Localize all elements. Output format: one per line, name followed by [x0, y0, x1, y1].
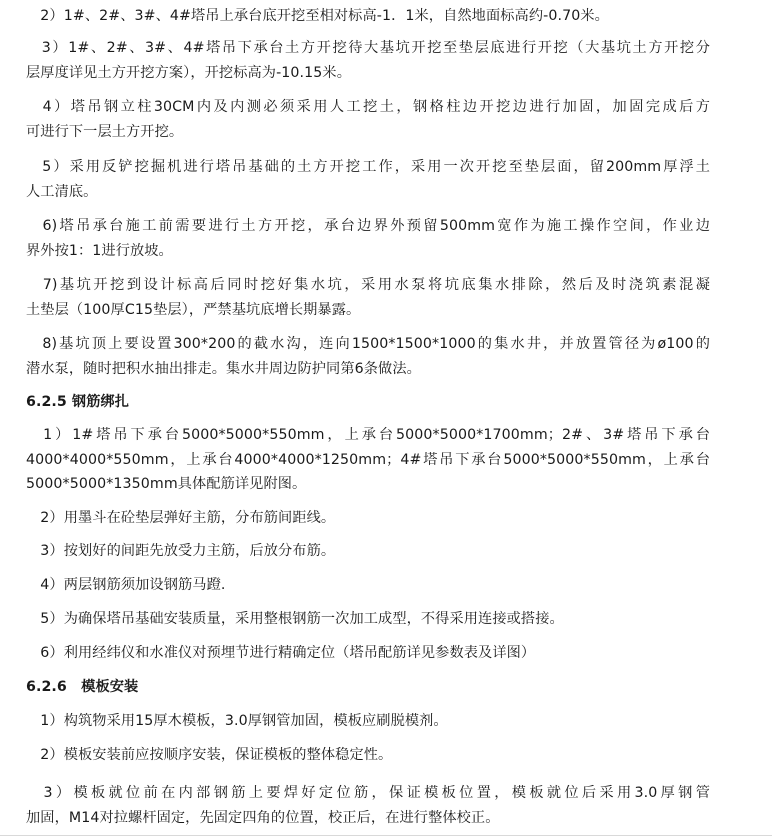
- text-line: 4）两层钢筋须加设钢筋马蹬.: [26, 577, 226, 593]
- text-line: 2）用墨斗在砼垫层弹好主筋，分布筋间距线。: [26, 510, 336, 526]
- text-line: 可进行下一层土方开挖。: [26, 124, 184, 140]
- section-heading: 6.2.5 钢筋绑扎: [26, 394, 130, 410]
- text-line: 人工清底。: [26, 184, 98, 200]
- text-line: 5）采用反铲挖掘机进行塔吊基础的土方开挖工作，采用一次开挖至垫层面，留200mm厚浮土: [26, 159, 710, 175]
- text-line: 界外按1：1进行放坡。: [26, 243, 173, 259]
- text-line: 3）模板就位前在内部钢筋上要焊好定位筋，保证模板位置，模板就位后采用3.0厚钢管: [26, 785, 710, 801]
- text-line: 层厚度详见土方开挖方案），开挖标高为-10.15米。: [26, 65, 351, 81]
- text-line: 8)基坑顶上要设置300*200的截水沟，连向1500*1500*1000的集水井，并放置管径为ø100的: [26, 336, 710, 352]
- section-heading: 6.2.6 模板安装: [26, 679, 139, 695]
- text-line: 5000*5000*1350mm具体配筋详见附图。: [26, 476, 307, 492]
- text-line: 4）塔吊钢立柱30CM内及内测必须采用人工挖土，钢格柱边开挖边进行加固，加固完成后方: [26, 99, 710, 115]
- text-line: 6）利用经纬仪和水准仪对预埋节进行精确定位（塔吊配筋详见参数表及详图）: [26, 645, 536, 661]
- text-line: 3）1#、2#、3#、4#塔吊下承台土方开挖待大基坑开挖至垫层底进行开挖（大基坑土方开挖分: [26, 40, 710, 56]
- text-line: 加固，M14对拉螺杆固定，先固定四角的位置，校正后，在进行整体校正。: [26, 810, 500, 826]
- text-line: 2）模板安装前应按顺序安装，保证模板的整体稳定性。: [26, 747, 393, 763]
- text-line: 2）1#、2#、3#、4#塔吊上承台底开挖至相对标高-1．1米，自然地面标高约-0.70米。: [26, 8, 609, 24]
- text-line: 3）按划好的间距先放受力主筋，后放分布筋。: [26, 543, 336, 559]
- text-line: 6)塔吊承台施工前需要进行土方开挖，承台边界外预留500mm宽作为施工操作空间，作业边: [26, 218, 710, 234]
- text-line: 1）构筑物采用15厚木模板，3.0厚钢管加固，模板应刷脱模剂。: [26, 713, 448, 729]
- text-line: 土垫层（100厚C15垫层），严禁基坑底增长期暴露。: [26, 302, 361, 318]
- text-line: 4000*4000*550mm，上承台4000*4000*1250mm；4#塔吊下承台5000*5000*550mm，上承台: [26, 452, 710, 468]
- bottom-divider: [0, 835, 772, 836]
- text-line: 潜水泵，随时把积水抽出排走。集水井周边防护同第6条做法。: [26, 361, 421, 377]
- text-line: 1）1#塔吊下承台5000*5000*550mm，上承台5000*5000*1700mm；2#、3#塔吊下承台: [26, 427, 710, 443]
- text-line: 7)基坑开挖到设计标高后同时挖好集水坑，采用水泵将坑底集水排除，然后及时浇筑素混凝: [26, 277, 710, 293]
- text-line: 5）为确保塔吊基础安装质量，采用整根钢筋一次加工成型，不得采用连接或搭接。: [26, 611, 564, 627]
